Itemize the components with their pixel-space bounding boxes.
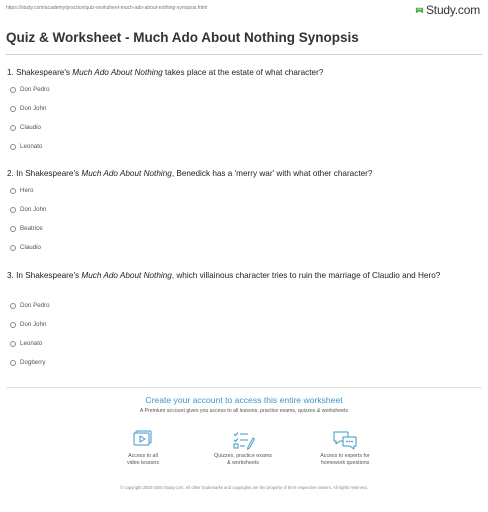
feature-expert-chat (300, 430, 390, 467)
video-lessons-icon (132, 430, 154, 450)
radio-button[interactable] (10, 245, 16, 251)
page-title: Quiz & Worksheet - Much Ado About Nothing Synopsis (6, 30, 359, 45)
question-1 (7, 67, 479, 78)
radio-button[interactable] (10, 226, 16, 232)
question-2-option-1[interactable] (10, 187, 33, 194)
question-1-prefix: 1. Shakespeare's (7, 68, 73, 77)
question-1-option-3[interactable] (10, 124, 41, 131)
question-3-option-1[interactable] (10, 302, 50, 309)
question-1-option-1[interactable] (10, 86, 50, 93)
option-label: Don John (20, 105, 47, 112)
radio-button[interactable] (10, 207, 16, 213)
feature-label-line-1: Access to all (128, 453, 158, 459)
study-logo[interactable] (415, 3, 480, 17)
option-label: Dogberry (20, 359, 46, 366)
title-divider (6, 54, 482, 55)
question-1-work: Much Ado About Nothing (72, 68, 163, 77)
option-label: Don Pedro (20, 86, 50, 93)
radio-button[interactable] (10, 106, 16, 112)
quizzes-worksheets-icon (231, 430, 255, 450)
option-label: Don Pedro (20, 302, 50, 309)
question-3-work: Much Ado About Nothing (81, 271, 172, 280)
create-account-link[interactable]: Create your account to access this entire worksheet (145, 395, 343, 405)
option-label: Don John (20, 206, 47, 213)
option-label: Leonato (20, 340, 43, 347)
question-3-option-2[interactable] (10, 321, 47, 328)
study-logo-icon (415, 6, 424, 15)
feature-label-line-1: Access to experts for (320, 453, 370, 459)
question-1-suffix: takes place at the estate of what character? (162, 68, 324, 77)
radio-button[interactable] (10, 341, 16, 347)
radio-button[interactable] (10, 303, 16, 309)
feature-quizzes-worksheets (198, 430, 288, 467)
feature-label-line-1: Quizzes, practice exams (214, 453, 272, 459)
option-label: Don John (20, 321, 47, 328)
question-3-option-4[interactable] (10, 359, 45, 366)
feature-label-line-2: homework questions (320, 460, 370, 466)
question-1-option-4[interactable] (10, 143, 42, 150)
question-2-option-3[interactable] (10, 225, 43, 232)
study-logo-text: Study.com (426, 3, 480, 17)
question-3-suffix: , which villainous character tries to ruin the marriage of Claudio and Hero? (171, 271, 441, 280)
question-2 (7, 168, 479, 179)
question-2-prefix: 2. In Shakespeare's (7, 169, 82, 178)
question-3 (7, 270, 479, 281)
question-3-option-3[interactable] (10, 340, 42, 347)
question-1-option-2[interactable] (10, 105, 47, 112)
copyright-notice: © copyright 2003-2020 Study.com. All other trademarks and copyrights are the property of their respective owners. All rights reserved. (120, 485, 368, 490)
option-label: Claudio (20, 124, 41, 131)
question-2-option-2[interactable] (10, 206, 47, 213)
option-label: Beatrice (20, 225, 43, 232)
cta-divider (6, 387, 482, 388)
question-2-work: Much Ado About Nothing (81, 169, 172, 178)
feature-label-line-2: video lessons (126, 460, 160, 466)
expert-chat-icon (332, 430, 358, 450)
radio-button[interactable] (10, 87, 16, 93)
question-2-suffix: , Benedick has a 'merry war' with what other character? (171, 169, 373, 178)
radio-button[interactable] (10, 188, 16, 194)
option-label: Hero (20, 187, 34, 194)
option-label: Leonato (20, 143, 43, 150)
page-url: https://study.com/academy/practice/quiz-worksheet-much-ado-about-nothing-synopsis.html (6, 5, 208, 11)
premium-description: A Premium account gives you access to all lessons, practice exams, quizzes & worksheets (139, 408, 349, 414)
radio-button[interactable] (10, 125, 16, 131)
option-label: Claudio (20, 244, 41, 251)
radio-button[interactable] (10, 360, 16, 366)
radio-button[interactable] (10, 144, 16, 150)
radio-button[interactable] (10, 322, 16, 328)
question-3-prefix: 3. In Shakespeare's (7, 271, 82, 280)
feature-label-line-2: & worksheets (227, 460, 259, 466)
feature-video-lessons (98, 430, 188, 467)
question-2-option-4[interactable] (10, 244, 41, 251)
